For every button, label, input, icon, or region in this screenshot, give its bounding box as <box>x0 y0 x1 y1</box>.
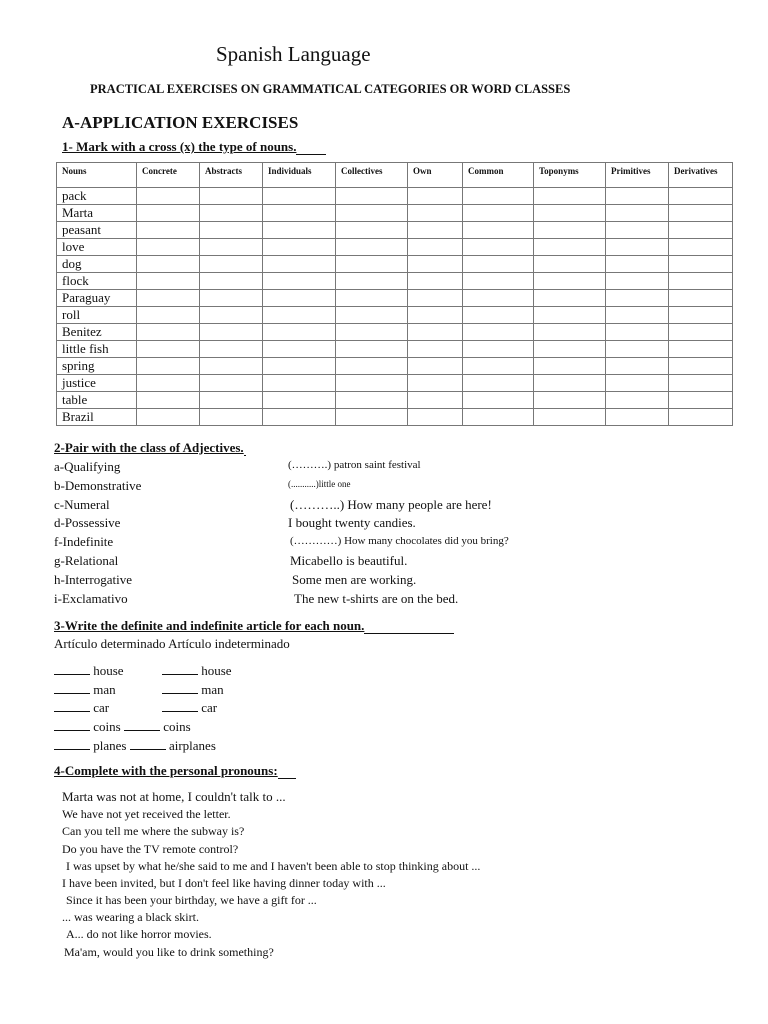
heading-underline <box>296 140 326 155</box>
mark-cell[interactable] <box>137 358 200 375</box>
mark-cell[interactable] <box>336 409 408 426</box>
answer-blank[interactable] <box>54 699 90 712</box>
exercise-2-heading <box>54 440 246 456</box>
mark-cell[interactable] <box>534 324 606 341</box>
pronoun-sentence: Can you tell me where the subway is? <box>62 824 245 838</box>
mark-cell[interactable] <box>463 307 534 324</box>
answer-blank[interactable] <box>54 662 90 675</box>
mark-cell[interactable] <box>137 341 200 358</box>
table-row <box>57 409 733 426</box>
mark-cell[interactable] <box>534 273 606 290</box>
mark-cell[interactable] <box>336 222 408 239</box>
noun-label: house <box>201 663 232 678</box>
adjective-phrase: The new t-shirts are on the bed. <box>294 591 459 606</box>
mark-cell[interactable] <box>200 375 263 392</box>
adjective-class: b-Demonstrative <box>54 478 142 493</box>
table-row <box>57 273 733 290</box>
mark-cell[interactable] <box>463 324 534 341</box>
exercise-1-heading-text: 1- Mark with a cross (x) the type of nouns. <box>62 139 297 154</box>
page-title: Spanish Language <box>216 42 371 66</box>
mark-cell[interactable] <box>263 222 336 239</box>
answer-blank[interactable] <box>54 737 90 750</box>
pronoun-sentence: I have been invited, but I don't feel like having dinner today with ... <box>62 876 386 890</box>
table-row <box>57 188 733 205</box>
mark-cell[interactable] <box>669 222 733 239</box>
mark-cell[interactable] <box>463 273 534 290</box>
mark-cell[interactable] <box>463 409 534 426</box>
mark-cell[interactable] <box>534 239 606 256</box>
mark-cell[interactable] <box>669 375 733 392</box>
mark-cell[interactable] <box>408 273 463 290</box>
mark-cell[interactable] <box>606 239 669 256</box>
mark-cell[interactable] <box>669 341 733 358</box>
mark-cell[interactable] <box>606 324 669 341</box>
pronoun-sentence: We have not yet received the letter. <box>62 807 231 821</box>
heading-underline <box>364 619 454 634</box>
answer-blank[interactable] <box>162 662 198 675</box>
answer-blank[interactable] <box>162 681 198 694</box>
pronoun-sentence: Ma'am, would you like to drink something? <box>64 945 274 959</box>
table-row <box>57 205 733 222</box>
mark-cell[interactable] <box>408 256 463 273</box>
adjective-class: h-Interrogative <box>54 572 132 587</box>
mark-cell[interactable] <box>336 188 408 205</box>
mark-cell[interactable] <box>263 358 336 375</box>
mark-cell[interactable] <box>408 239 463 256</box>
table-row <box>57 392 733 409</box>
column-header: Toponyms <box>534 163 606 188</box>
noun-label: man <box>201 682 224 697</box>
mark-cell[interactable] <box>263 273 336 290</box>
answer-blank[interactable] <box>162 699 198 712</box>
mark-cell[interactable] <box>200 392 263 409</box>
mark-cell[interactable] <box>336 205 408 222</box>
mark-cell[interactable] <box>408 188 463 205</box>
mark-cell[interactable] <box>263 341 336 358</box>
mark-cell[interactable] <box>463 256 534 273</box>
mark-cell[interactable] <box>200 307 263 324</box>
noun-cell: spring <box>57 358 137 375</box>
article-row <box>162 681 224 698</box>
heading-underline <box>278 764 296 779</box>
mark-cell[interactable] <box>200 256 263 273</box>
mark-cell[interactable] <box>534 409 606 426</box>
mark-cell[interactable] <box>534 307 606 324</box>
mark-cell[interactable] <box>408 375 463 392</box>
mark-cell[interactable] <box>200 290 263 307</box>
mark-cell[interactable] <box>408 324 463 341</box>
column-header: Individuals <box>263 163 336 188</box>
mark-cell[interactable] <box>534 222 606 239</box>
mark-cell[interactable] <box>200 188 263 205</box>
exercise-3-subheading: Artículo determinado Artículo indeterminado <box>54 636 290 651</box>
mark-cell[interactable] <box>606 290 669 307</box>
adjective-class: a-Qualifying <box>54 459 121 474</box>
mark-cell[interactable] <box>534 290 606 307</box>
exercise-3-heading-text: 3-Write the definite and indefinite article for each noun. <box>54 618 365 633</box>
mark-cell[interactable] <box>606 307 669 324</box>
article-row <box>54 681 116 698</box>
article-row <box>54 737 216 754</box>
column-header: Collectives <box>336 163 408 188</box>
noun-cell: roll <box>57 307 137 324</box>
mark-cell[interactable] <box>606 392 669 409</box>
mark-cell[interactable] <box>336 290 408 307</box>
exercise-1-heading <box>62 139 326 155</box>
pronoun-sentence: Marta was not at home, I couldn't talk to ... <box>62 789 286 804</box>
mark-cell[interactable] <box>263 290 336 307</box>
table-row <box>57 324 733 341</box>
mark-cell[interactable] <box>669 256 733 273</box>
article-row <box>162 662 232 679</box>
mark-cell[interactable] <box>263 256 336 273</box>
mark-cell[interactable] <box>606 256 669 273</box>
noun-cell: Brazil <box>57 409 137 426</box>
mark-cell[interactable] <box>534 256 606 273</box>
mark-cell[interactable] <box>669 358 733 375</box>
mark-cell[interactable] <box>200 239 263 256</box>
column-header: Primitives <box>606 163 669 188</box>
mark-cell[interactable] <box>336 256 408 273</box>
mark-cell[interactable] <box>200 222 263 239</box>
noun-label: house <box>93 663 124 678</box>
exercise-2-heading-text: 2-Pair with the class of Adjectives. <box>54 440 244 455</box>
answer-blank[interactable] <box>124 718 160 731</box>
mark-cell[interactable] <box>336 273 408 290</box>
table-row <box>57 222 733 239</box>
mark-cell[interactable] <box>263 239 336 256</box>
mark-cell[interactable] <box>408 307 463 324</box>
adjective-phrase: I bought twenty candies. <box>288 515 416 530</box>
noun-cell: Paraguay <box>57 290 137 307</box>
column-header: Derivatives <box>669 163 733 188</box>
pronoun-sentence: Since it has been your birthday, we have a gift for ... <box>66 893 317 907</box>
pronoun-sentence: I was upset by what he/she said to me and I haven't been able to stop thinking about ... <box>66 859 481 873</box>
mark-cell[interactable] <box>200 324 263 341</box>
column-header: Concrete <box>137 163 200 188</box>
noun-label: car <box>93 700 110 715</box>
mark-cell[interactable] <box>463 290 534 307</box>
mark-cell[interactable] <box>669 239 733 256</box>
mark-cell[interactable] <box>137 188 200 205</box>
mark-cell[interactable] <box>263 392 336 409</box>
mark-cell[interactable] <box>463 188 534 205</box>
mark-cell[interactable] <box>137 239 200 256</box>
table-row <box>57 239 733 256</box>
table-row <box>57 358 733 375</box>
mark-cell[interactable] <box>463 341 534 358</box>
adjective-class: d-Possessive <box>54 515 121 530</box>
mark-cell[interactable] <box>669 273 733 290</box>
mark-cell[interactable] <box>336 307 408 324</box>
answer-blank[interactable] <box>54 681 90 694</box>
mark-cell[interactable] <box>200 205 263 222</box>
article-row <box>54 718 191 735</box>
mark-cell[interactable] <box>606 375 669 392</box>
exercise-4-heading <box>54 763 296 779</box>
noun-label: car <box>201 700 218 715</box>
adjective-phrase: Some men are working. <box>292 572 417 587</box>
noun-cell: pack <box>57 188 137 205</box>
mark-cell[interactable] <box>669 290 733 307</box>
column-header: Abstracts <box>200 163 263 188</box>
mark-cell[interactable] <box>200 273 263 290</box>
adjective-class: g-Relational <box>54 553 119 568</box>
column-header: Own <box>408 163 463 188</box>
mark-cell[interactable] <box>606 409 669 426</box>
mark-cell[interactable] <box>463 358 534 375</box>
mark-cell[interactable] <box>408 341 463 358</box>
noun-cell: peasant <box>57 222 137 239</box>
article-row <box>162 699 217 716</box>
mark-cell[interactable] <box>200 358 263 375</box>
table-row <box>57 290 733 307</box>
noun-cell: love <box>57 239 137 256</box>
mark-cell[interactable] <box>463 375 534 392</box>
exercise-3-heading <box>54 618 454 634</box>
mark-cell[interactable] <box>336 341 408 358</box>
pronoun-sentence: A... do not like horror movies. <box>66 927 212 941</box>
noun-cell: Marta <box>57 205 137 222</box>
mark-cell[interactable] <box>137 205 200 222</box>
noun-label: coins <box>93 719 121 734</box>
column-header: Nouns <box>57 163 137 188</box>
mark-cell[interactable] <box>263 205 336 222</box>
mark-cell[interactable] <box>408 205 463 222</box>
mark-cell[interactable] <box>263 375 336 392</box>
mark-cell[interactable] <box>336 392 408 409</box>
mark-cell[interactable] <box>534 358 606 375</box>
mark-cell[interactable] <box>336 358 408 375</box>
exercise-4-heading-text: 4-Complete with the personal pronouns: <box>54 763 278 778</box>
mark-cell[interactable] <box>408 392 463 409</box>
mark-cell[interactable] <box>200 341 263 358</box>
mark-cell[interactable] <box>137 375 200 392</box>
mark-cell[interactable] <box>669 307 733 324</box>
mark-cell[interactable] <box>336 324 408 341</box>
mark-cell[interactable] <box>137 222 200 239</box>
table-row <box>57 256 733 273</box>
mark-cell[interactable] <box>137 409 200 426</box>
page-subtitle: PRACTICAL EXERCISES ON GRAMMATICAL CATEGORIES OR WORD CLASSES <box>90 82 571 96</box>
mark-cell[interactable] <box>606 341 669 358</box>
noun-cell: dog <box>57 256 137 273</box>
section-a-heading: A-APPLICATION EXERCISES <box>62 113 299 132</box>
adjective-phrase: (...........)little one <box>288 479 351 489</box>
noun-label: coins <box>163 719 191 734</box>
mark-cell[interactable] <box>263 307 336 324</box>
adjective-class: c-Numeral <box>54 497 110 512</box>
mark-cell[interactable] <box>137 307 200 324</box>
mark-cell[interactable] <box>606 273 669 290</box>
mark-cell[interactable] <box>669 324 733 341</box>
article-row <box>54 699 109 716</box>
mark-cell[interactable] <box>408 222 463 239</box>
mark-cell[interactable] <box>263 324 336 341</box>
table-row <box>57 375 733 392</box>
mark-cell[interactable] <box>534 205 606 222</box>
noun-label: airplanes <box>168 738 216 753</box>
heading-underline <box>244 441 246 456</box>
mark-cell[interactable] <box>606 205 669 222</box>
mark-cell[interactable] <box>408 409 463 426</box>
adjective-phrase: (………..) How many people are here! <box>290 497 492 512</box>
mark-cell[interactable] <box>669 188 733 205</box>
table-header-row <box>57 163 733 188</box>
table-row <box>57 307 733 324</box>
mark-cell[interactable] <box>263 409 336 426</box>
noun-label: planes <box>93 738 127 753</box>
mark-cell[interactable] <box>336 375 408 392</box>
mark-cell[interactable] <box>137 392 200 409</box>
mark-cell[interactable] <box>534 392 606 409</box>
mark-cell[interactable] <box>408 290 463 307</box>
mark-cell[interactable] <box>534 341 606 358</box>
nouns-table <box>56 162 733 426</box>
mark-cell[interactable] <box>137 290 200 307</box>
mark-cell[interactable] <box>408 358 463 375</box>
noun-label: man <box>93 682 116 697</box>
mark-cell[interactable] <box>263 188 336 205</box>
adjective-phrase: (……….) patron saint festival <box>288 459 421 471</box>
adjective-class: f-Indefinite <box>54 534 114 549</box>
mark-cell[interactable] <box>200 409 263 426</box>
mark-cell[interactable] <box>534 375 606 392</box>
mark-cell[interactable] <box>669 392 733 409</box>
noun-cell: justice <box>57 375 137 392</box>
answer-blank[interactable] <box>54 718 90 731</box>
mark-cell[interactable] <box>534 188 606 205</box>
adjective-phrase: (…………) How many chocolates did you bring? <box>290 535 509 547</box>
mark-cell[interactable] <box>463 205 534 222</box>
mark-cell[interactable] <box>463 222 534 239</box>
mark-cell[interactable] <box>463 392 534 409</box>
noun-cell: flock <box>57 273 137 290</box>
adjective-phrase: Micabello is beautiful. <box>290 553 408 568</box>
mark-cell[interactable] <box>669 409 733 426</box>
mark-cell[interactable] <box>137 324 200 341</box>
table-row <box>57 341 733 358</box>
mark-cell[interactable] <box>137 273 200 290</box>
mark-cell[interactable] <box>606 188 669 205</box>
article-row <box>54 662 124 679</box>
mark-cell[interactable] <box>606 358 669 375</box>
mark-cell[interactable] <box>336 239 408 256</box>
mark-cell[interactable] <box>669 205 733 222</box>
mark-cell[interactable] <box>463 239 534 256</box>
adjective-class: i-Exclamativo <box>54 591 128 606</box>
pronoun-sentence: ... was wearing a black skirt. <box>62 910 199 924</box>
pronoun-sentence: Do you have the TV remote control? <box>62 842 239 856</box>
column-header: Common <box>463 163 534 188</box>
noun-cell: Benitez <box>57 324 137 341</box>
mark-cell[interactable] <box>606 222 669 239</box>
mark-cell[interactable] <box>137 256 200 273</box>
answer-blank[interactable] <box>130 737 166 750</box>
noun-cell: table <box>57 392 137 409</box>
noun-cell: little fish <box>57 341 137 358</box>
